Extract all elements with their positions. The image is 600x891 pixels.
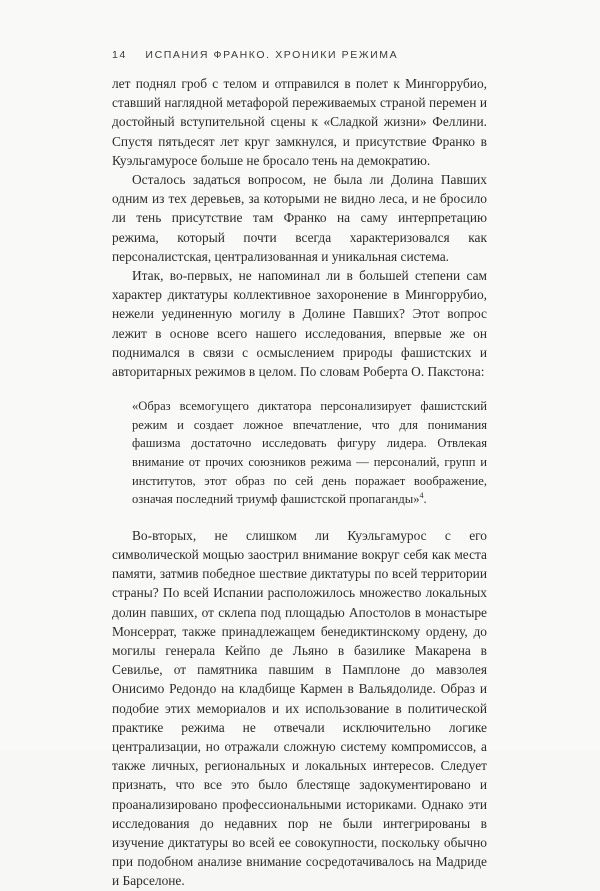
quote-text: «Образ всемогущего диктатора персонализирует фашистский режим и создает ложное впечатление, что для понимания фашизма достаточно исследовать фигуру лидера. Отвлекая внимание от прочих союзников режима — персоналий, групп и институтов, этот образ по сей день поражает воображение, означая последний триумф фашистской пропаганды» — [132, 399, 487, 507]
paragraph-1: лет поднял гроб с телом и отправился в полет к Мингоррубио, ставший наглядной метафорой переживаемых страной перемен и достойный вступительной сцены к «Сладкой жизни» Феллини. Спустя пятьдесят лет круг замкнулся, и присутствие Франко в Куэльгамуросе больше не бросало тень на демократию. — [112, 76, 487, 168]
paragraph-4: Во-вторых, не слишком ли Куэльгамурос с его символической мощью заострил внимание вокруг себя как места памяти, затмив победное шествие диктатуры по всей территории страны? По всей Испании расположилось множество локальных долин павших, от склепа под площадью Апостолов в монастыре Монсеррат, также принадлежащем бенедиктинскому ордену, до могилы генерала Кейпо де Льяно в базилике Макарена в Севилье, от памятника павшим в Памплоне до мавзолея Онисимо Редондо на кладбище Кармен в Вальядолиде. Образ и подобие этих мемориалов и их использование в политической практике режима не отвечали исключительно логике централизации, но отражали сложную систему компромиссов, а также личных, региональных и локальных интересов. Следует признать, что все это было блестяще задокументировано и проанализировано профессиональными историками. Однако эти исследования до недавних пор не были интегрированы в изучение диктатуры во всей ее совокупности, поскольку обычно при подобном анализе внимание сосредотачивалось на Мадриде и Барселоне. — [112, 527, 487, 889]
running-title: ИСПАНИЯ ФРАНКО. ХРОНИКИ РЕЖИМА — [145, 49, 399, 61]
paragraph-3: Итак, во-первых, не напоминал ли в большей степени сам характер диктатуры коллективное захоронение в Мингоррубио, нежели уединенную могилу в Долине Павших? Этот вопрос лежит в основе всего нашего исследования, впервые же он поднимался в связи с осмыслением природы фашистских и авторитарных режимов в целом. По словам Роберта О. Пакстона: — [112, 268, 487, 380]
paragraph-2: Осталось задаться вопросом, не была ли Долина Павших одним из тех деревьев, за которыми не видно леса, и не бросило ли тень присутствие там Франко на саму интерпретацию режима, который почти всегда характеризовался как персоналистская, централизованная и уникальная система. — [112, 172, 487, 264]
footnote-marker: 4 — [419, 491, 424, 501]
running-head — [112, 49, 398, 61]
main-text — [112, 74, 487, 891]
quote-end: . — [423, 492, 427, 507]
block-quote — [112, 397, 487, 509]
page-number: 14 — [112, 49, 127, 61]
